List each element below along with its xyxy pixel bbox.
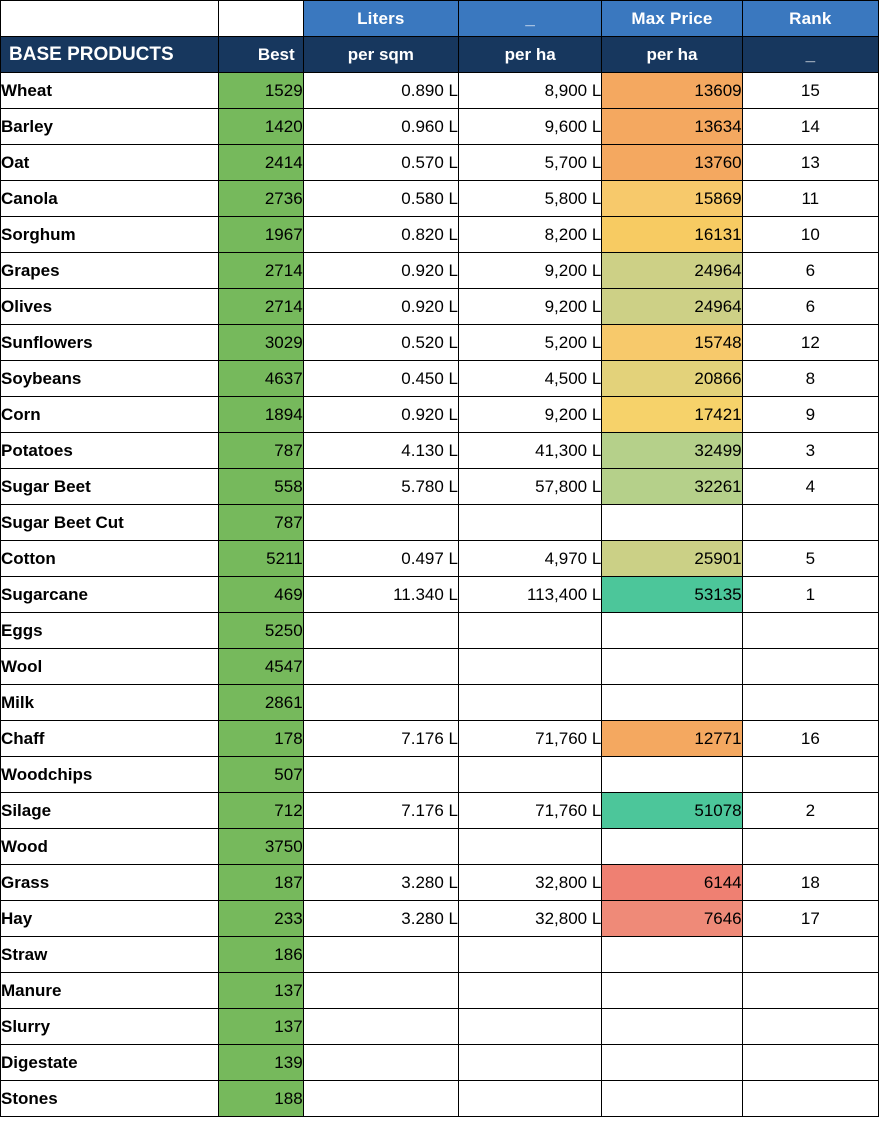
product-name-cell[interactable]: Straw bbox=[1, 937, 219, 973]
best-value-cell[interactable]: 1894 bbox=[219, 397, 303, 433]
best-value-cell[interactable]: 2861 bbox=[219, 685, 303, 721]
max-price-cell[interactable] bbox=[602, 829, 742, 865]
liters-per-sqm-cell[interactable]: 11.340 L bbox=[303, 577, 458, 613]
max-price-cell[interactable]: 51078 bbox=[602, 793, 742, 829]
liters-per-ha-cell[interactable]: 71,760 L bbox=[459, 793, 602, 829]
max-price-cell[interactable] bbox=[602, 937, 742, 973]
table-row bbox=[1, 1081, 879, 1117]
liters-per-sqm-cell[interactable] bbox=[303, 685, 458, 721]
rank-cell[interactable]: 9 bbox=[742, 397, 878, 433]
rank-cell[interactable]: 11 bbox=[742, 181, 878, 217]
liters-per-sqm-cell[interactable] bbox=[303, 1045, 458, 1081]
best-value-cell[interactable]: 558 bbox=[219, 469, 303, 505]
liters-per-ha-cell[interactable]: 8,900 L bbox=[459, 73, 602, 109]
rank-cell[interactable]: 13 bbox=[742, 145, 878, 181]
best-value-cell[interactable]: 3029 bbox=[219, 325, 303, 361]
product-name-cell[interactable]: Wood bbox=[1, 829, 219, 865]
header-per-ha-liters: per ha bbox=[459, 37, 602, 73]
liters-per-sqm-cell[interactable] bbox=[303, 757, 458, 793]
product-name-cell[interactable]: Eggs bbox=[1, 613, 219, 649]
liters-per-sqm-cell[interactable] bbox=[303, 937, 458, 973]
table-row bbox=[1, 253, 879, 289]
product-name-cell[interactable]: Sugar Beet Cut bbox=[1, 505, 219, 541]
table-row bbox=[1, 181, 879, 217]
product-name-cell[interactable]: Wool bbox=[1, 649, 219, 685]
table-row bbox=[1, 469, 879, 505]
max-price-cell[interactable]: 7646 bbox=[602, 901, 742, 937]
rank-cell[interactable] bbox=[742, 1045, 878, 1081]
max-price-cell[interactable]: 12771 bbox=[602, 721, 742, 757]
liters-per-sqm-cell[interactable]: 3.280 L bbox=[303, 901, 458, 937]
max-price-cell[interactable]: 6144 bbox=[602, 865, 742, 901]
best-value-cell[interactable]: 137 bbox=[219, 1009, 303, 1045]
liters-per-ha-cell[interactable]: 8,200 L bbox=[459, 217, 602, 253]
product-name-cell[interactable]: Manure bbox=[1, 973, 219, 1009]
header-per-sqm: per sqm bbox=[303, 37, 458, 73]
max-price-cell[interactable] bbox=[602, 1045, 742, 1081]
liters-per-ha-cell[interactable]: 9,200 L bbox=[459, 253, 602, 289]
header-spacer-best bbox=[219, 1, 303, 37]
liters-per-ha-cell[interactable] bbox=[459, 829, 602, 865]
liters-per-ha-cell[interactable]: 4,970 L bbox=[459, 541, 602, 577]
rank-cell[interactable]: 4 bbox=[742, 469, 878, 505]
rank-cell[interactable] bbox=[742, 1081, 878, 1117]
best-value-cell[interactable]: 4637 bbox=[219, 361, 303, 397]
rank-cell[interactable] bbox=[742, 757, 878, 793]
best-value-cell[interactable]: 137 bbox=[219, 973, 303, 1009]
liters-per-sqm-cell[interactable]: 0.520 L bbox=[303, 325, 458, 361]
table-row bbox=[1, 1009, 879, 1045]
rank-cell[interactable] bbox=[742, 829, 878, 865]
table-row bbox=[1, 289, 879, 325]
liters-per-ha-cell[interactable]: 9,200 L bbox=[459, 289, 602, 325]
table-row bbox=[1, 325, 879, 361]
header-per-ha-price: per ha bbox=[602, 37, 742, 73]
product-name-cell[interactable]: Sugar Beet bbox=[1, 469, 219, 505]
liters-per-sqm-cell[interactable]: 7.176 L bbox=[303, 721, 458, 757]
header-liters: Liters bbox=[303, 1, 458, 37]
table-row bbox=[1, 1045, 879, 1081]
product-name-cell[interactable]: Canola bbox=[1, 181, 219, 217]
table-row bbox=[1, 649, 879, 685]
product-name-cell[interactable]: Wheat bbox=[1, 73, 219, 109]
best-value-cell[interactable]: 469 bbox=[219, 577, 303, 613]
table-header bbox=[1, 1, 879, 73]
liters-per-sqm-cell[interactable]: 7.176 L bbox=[303, 793, 458, 829]
best-value-cell[interactable]: 787 bbox=[219, 505, 303, 541]
best-value-cell[interactable]: 233 bbox=[219, 901, 303, 937]
product-name-cell[interactable]: Sugarcane bbox=[1, 577, 219, 613]
liters-per-sqm-cell[interactable] bbox=[303, 505, 458, 541]
rank-cell[interactable]: 6 bbox=[742, 253, 878, 289]
rank-cell[interactable] bbox=[742, 685, 878, 721]
table-row bbox=[1, 721, 879, 757]
rank-cell[interactable]: 1 bbox=[742, 577, 878, 613]
best-value-cell[interactable]: 188 bbox=[219, 1081, 303, 1117]
table-row bbox=[1, 685, 879, 721]
product-name-cell[interactable]: Barley bbox=[1, 109, 219, 145]
rank-cell[interactable]: 12 bbox=[742, 325, 878, 361]
rank-cell[interactable]: 5 bbox=[742, 541, 878, 577]
rank-cell[interactable]: 18 bbox=[742, 865, 878, 901]
max-price-cell[interactable] bbox=[602, 613, 742, 649]
best-value-cell[interactable]: 1420 bbox=[219, 109, 303, 145]
table-row bbox=[1, 901, 879, 937]
liters-per-sqm-cell[interactable]: 0.920 L bbox=[303, 253, 458, 289]
liters-per-ha-cell[interactable]: 41,300 L bbox=[459, 433, 602, 469]
best-value-cell[interactable]: 2714 bbox=[219, 253, 303, 289]
rank-cell[interactable] bbox=[742, 505, 878, 541]
liters-per-sqm-cell[interactable]: 4.130 L bbox=[303, 433, 458, 469]
liters-per-ha-cell[interactable]: 32,800 L bbox=[459, 901, 602, 937]
header-spacer-name bbox=[1, 1, 219, 37]
table-row bbox=[1, 541, 879, 577]
liters-per-ha-cell[interactable]: 4,500 L bbox=[459, 361, 602, 397]
header-row-top bbox=[1, 1, 879, 37]
liters-per-ha-cell[interactable]: 5,800 L bbox=[459, 181, 602, 217]
best-value-cell[interactable]: 4547 bbox=[219, 649, 303, 685]
table-row bbox=[1, 937, 879, 973]
product-name-cell[interactable]: Silage bbox=[1, 793, 219, 829]
best-value-cell[interactable]: 5250 bbox=[219, 613, 303, 649]
rank-cell[interactable]: 6 bbox=[742, 289, 878, 325]
table-row bbox=[1, 577, 879, 613]
table-row bbox=[1, 145, 879, 181]
liters-per-ha-cell[interactable] bbox=[459, 685, 602, 721]
liters-per-ha-cell[interactable]: 9,200 L bbox=[459, 397, 602, 433]
header-row-second bbox=[1, 37, 879, 73]
best-value-cell[interactable]: 712 bbox=[219, 793, 303, 829]
liters-per-sqm-cell[interactable]: 0.450 L bbox=[303, 361, 458, 397]
max-price-cell[interactable] bbox=[602, 1081, 742, 1117]
liters-per-ha-cell[interactable]: 57,800 L bbox=[459, 469, 602, 505]
max-price-cell[interactable] bbox=[602, 973, 742, 1009]
best-value-cell[interactable]: 139 bbox=[219, 1045, 303, 1081]
liters-per-ha-cell[interactable]: 9,600 L bbox=[459, 109, 602, 145]
product-name-cell[interactable]: Sunflowers bbox=[1, 325, 219, 361]
table-row bbox=[1, 73, 879, 109]
max-price-cell[interactable]: 24964 bbox=[602, 253, 742, 289]
table-row bbox=[1, 217, 879, 253]
product-name-cell[interactable]: Olives bbox=[1, 289, 219, 325]
best-value-cell[interactable]: 1529 bbox=[219, 73, 303, 109]
max-price-cell[interactable]: 13634 bbox=[602, 109, 742, 145]
max-price-cell[interactable] bbox=[602, 685, 742, 721]
rank-cell[interactable]: 15 bbox=[742, 73, 878, 109]
table-row bbox=[1, 757, 879, 793]
rank-cell[interactable] bbox=[742, 1009, 878, 1045]
max-price-cell[interactable]: 17421 bbox=[602, 397, 742, 433]
liters-per-sqm-cell[interactable]: 0.820 L bbox=[303, 217, 458, 253]
liters-per-sqm-cell[interactable] bbox=[303, 1081, 458, 1117]
header-rank-sub: _ bbox=[742, 37, 878, 73]
max-price-cell[interactable] bbox=[602, 1009, 742, 1045]
product-name-cell[interactable]: Grass bbox=[1, 865, 219, 901]
liters-per-sqm-cell[interactable]: 0.960 L bbox=[303, 109, 458, 145]
liters-per-sqm-cell[interactable] bbox=[303, 613, 458, 649]
product-name-cell[interactable]: Cotton bbox=[1, 541, 219, 577]
best-value-cell[interactable]: 3750 bbox=[219, 829, 303, 865]
product-name-cell[interactable]: Soybeans bbox=[1, 361, 219, 397]
rank-cell[interactable]: 10 bbox=[742, 217, 878, 253]
product-name-cell[interactable]: Sorghum bbox=[1, 217, 219, 253]
product-name-cell[interactable]: Digestate bbox=[1, 1045, 219, 1081]
liters-per-sqm-cell[interactable]: 0.920 L bbox=[303, 397, 458, 433]
liters-per-ha-cell[interactable]: 71,760 L bbox=[459, 721, 602, 757]
rank-cell[interactable] bbox=[742, 649, 878, 685]
header-best: Best bbox=[219, 37, 303, 73]
max-price-cell[interactable]: 32499 bbox=[602, 433, 742, 469]
product-name-cell[interactable]: Slurry bbox=[1, 1009, 219, 1045]
table-row bbox=[1, 433, 879, 469]
liters-per-sqm-cell[interactable]: 0.920 L bbox=[303, 289, 458, 325]
best-value-cell[interactable]: 2414 bbox=[219, 145, 303, 181]
liters-per-sqm-cell[interactable]: 5.780 L bbox=[303, 469, 458, 505]
rank-cell[interactable]: 17 bbox=[742, 901, 878, 937]
max-price-cell[interactable]: 25901 bbox=[602, 541, 742, 577]
best-value-cell[interactable]: 2736 bbox=[219, 181, 303, 217]
liters-per-sqm-cell[interactable] bbox=[303, 1009, 458, 1045]
product-name-cell[interactable]: Potatoes bbox=[1, 433, 219, 469]
liters-per-ha-cell[interactable] bbox=[459, 613, 602, 649]
liters-per-ha-cell[interactable] bbox=[459, 505, 602, 541]
header-liters-secondary: _ bbox=[459, 1, 602, 37]
best-value-cell[interactable]: 507 bbox=[219, 757, 303, 793]
max-price-cell[interactable]: 32261 bbox=[602, 469, 742, 505]
liters-per-sqm-cell[interactable]: 0.497 L bbox=[303, 541, 458, 577]
max-price-cell[interactable]: 13609 bbox=[602, 73, 742, 109]
liters-per-sqm-cell[interactable]: 0.580 L bbox=[303, 181, 458, 217]
rank-cell[interactable]: 8 bbox=[742, 361, 878, 397]
best-value-cell[interactable]: 787 bbox=[219, 433, 303, 469]
product-name-cell[interactable]: Woodchips bbox=[1, 757, 219, 793]
liters-per-ha-cell[interactable] bbox=[459, 1009, 602, 1045]
best-value-cell[interactable]: 1967 bbox=[219, 217, 303, 253]
liters-per-ha-cell[interactable]: 113,400 L bbox=[459, 577, 602, 613]
product-name-cell[interactable]: Stones bbox=[1, 1081, 219, 1117]
product-name-cell[interactable]: Oat bbox=[1, 145, 219, 181]
product-name-cell[interactable]: Hay bbox=[1, 901, 219, 937]
product-name-cell[interactable]: Grapes bbox=[1, 253, 219, 289]
max-price-cell[interactable]: 53135 bbox=[602, 577, 742, 613]
rank-cell[interactable] bbox=[742, 973, 878, 1009]
rank-cell[interactable]: 3 bbox=[742, 433, 878, 469]
table-row bbox=[1, 829, 879, 865]
rank-cell[interactable]: 14 bbox=[742, 109, 878, 145]
liters-per-sqm-cell[interactable] bbox=[303, 829, 458, 865]
table-row bbox=[1, 397, 879, 433]
max-price-cell[interactable]: 20866 bbox=[602, 361, 742, 397]
best-value-cell[interactable]: 186 bbox=[219, 937, 303, 973]
max-price-cell[interactable] bbox=[602, 757, 742, 793]
product-name-cell[interactable]: Chaff bbox=[1, 721, 219, 757]
liters-per-ha-cell[interactable] bbox=[459, 937, 602, 973]
liters-per-sqm-cell[interactable] bbox=[303, 973, 458, 1009]
max-price-cell[interactable] bbox=[602, 505, 742, 541]
table-row bbox=[1, 973, 879, 1009]
liters-per-ha-cell[interactable]: 5,200 L bbox=[459, 325, 602, 361]
table-row bbox=[1, 865, 879, 901]
table-row bbox=[1, 613, 879, 649]
liters-per-ha-cell[interactable]: 5,700 L bbox=[459, 145, 602, 181]
liters-per-sqm-cell[interactable]: 0.890 L bbox=[303, 73, 458, 109]
table-row bbox=[1, 109, 879, 145]
max-price-cell[interactable]: 24964 bbox=[602, 289, 742, 325]
rank-cell[interactable]: 2 bbox=[742, 793, 878, 829]
liters-per-ha-cell[interactable] bbox=[459, 757, 602, 793]
header-max-price: Max Price bbox=[602, 1, 742, 37]
product-name-cell[interactable]: Milk bbox=[1, 685, 219, 721]
best-value-cell[interactable]: 5211 bbox=[219, 541, 303, 577]
liters-per-sqm-cell[interactable]: 3.280 L bbox=[303, 865, 458, 901]
max-price-cell[interactable] bbox=[602, 649, 742, 685]
table-row bbox=[1, 793, 879, 829]
liters-per-ha-cell[interactable] bbox=[459, 973, 602, 1009]
liters-per-sqm-cell[interactable] bbox=[303, 649, 458, 685]
liters-per-ha-cell[interactable] bbox=[459, 1081, 602, 1117]
max-price-cell[interactable]: 16131 bbox=[602, 217, 742, 253]
table-row bbox=[1, 361, 879, 397]
liters-per-ha-cell[interactable] bbox=[459, 649, 602, 685]
max-price-cell[interactable]: 13760 bbox=[602, 145, 742, 181]
rank-cell[interactable]: 16 bbox=[742, 721, 878, 757]
table-row bbox=[1, 505, 879, 541]
max-price-cell[interactable]: 15869 bbox=[602, 181, 742, 217]
header-rank: Rank bbox=[742, 1, 878, 37]
table-body bbox=[1, 73, 879, 1117]
best-value-cell[interactable]: 187 bbox=[219, 865, 303, 901]
liters-per-ha-cell[interactable] bbox=[459, 1045, 602, 1081]
best-value-cell[interactable]: 2714 bbox=[219, 289, 303, 325]
header-base-products: BASE PRODUCTS bbox=[1, 37, 219, 73]
product-name-cell[interactable]: Corn bbox=[1, 397, 219, 433]
max-price-cell[interactable]: 15748 bbox=[602, 325, 742, 361]
liters-per-sqm-cell[interactable]: 0.570 L bbox=[303, 145, 458, 181]
liters-per-ha-cell[interactable]: 32,800 L bbox=[459, 865, 602, 901]
best-value-cell[interactable]: 178 bbox=[219, 721, 303, 757]
rank-cell[interactable] bbox=[742, 613, 878, 649]
rank-cell[interactable] bbox=[742, 937, 878, 973]
